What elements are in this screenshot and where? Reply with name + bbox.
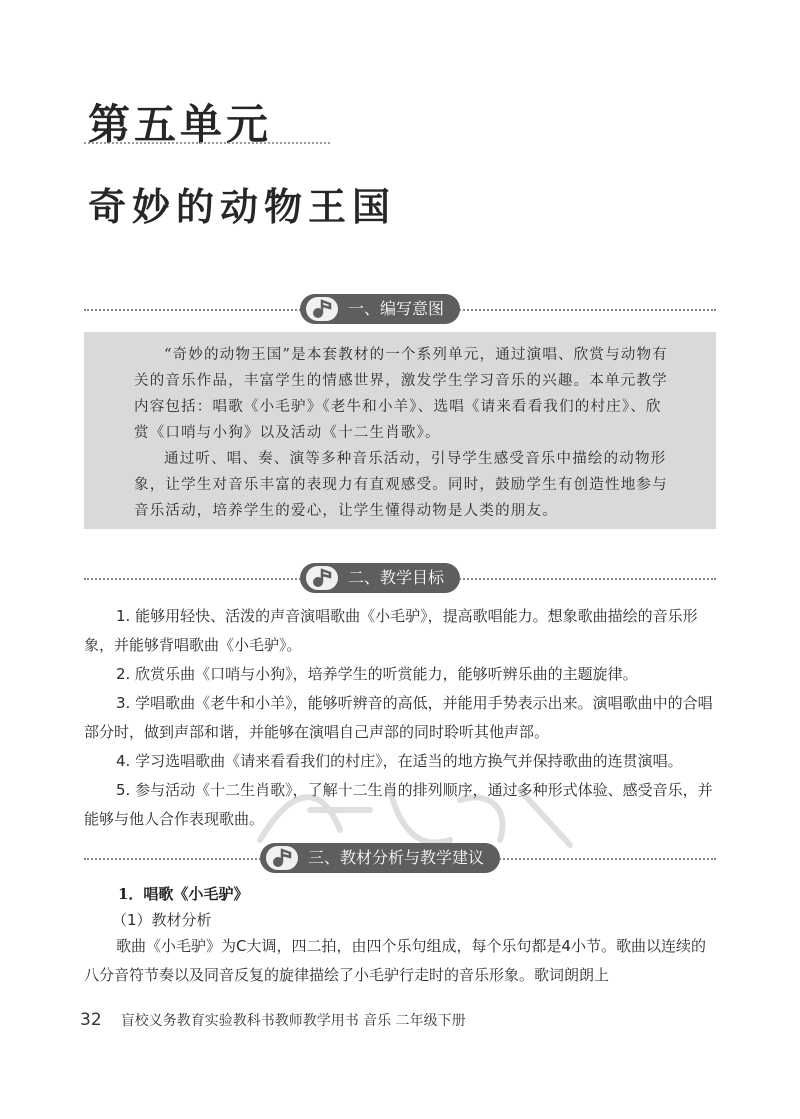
section-label: 一、编写意图 xyxy=(348,299,445,318)
section-header-analysis xyxy=(84,843,716,873)
subsection-heading: 1．唱歌《小毛驴》 xyxy=(118,885,249,903)
music-note-icon xyxy=(306,566,338,590)
page-footer xyxy=(80,1010,466,1030)
unit-title-heading: 奇妙的动物王国 xyxy=(88,185,397,229)
intent-paragraph: “奇妙的动物王国”是本套教材的一个系列单元，通过演唱、欣赏与动物有关的音乐作品，丰富学生的情感世界，激发学生学习音乐的兴趣。本单元教学内容包括：唱歌《小毛驴》《老牛和小羊》、选唱《请来看看我们的村庄》、欣赏《口哨与小狗》以及活动《十二生肖歌》。 xyxy=(134,347,668,441)
goal-item: 4. 学习选唱歌曲《请来看看我们的村庄》，在适当的地方换气并保持歌曲的连贯演唱。 xyxy=(116,752,683,770)
section-label-pill xyxy=(300,563,460,593)
goal-item: 1. 能够用轻快、活泼的声音演唱歌曲《小毛驴》，提高歌唱能力。想象歌曲描绘的音乐形象，并能够背唱歌曲《小毛驴》。 xyxy=(84,607,698,654)
section-header-intent xyxy=(84,294,716,324)
goal-item: 2. 欣赏乐曲《口哨与小狗》，培养学生的听赏能力，能够听辨乐曲的主题旋律。 xyxy=(116,665,638,683)
music-note-icon xyxy=(306,297,338,321)
analysis-paragraph: 歌曲《小毛驴》为C大调，四二拍，由四个乐句组成，每个乐句都是4小节。歌曲以连续的八分音符节奏以及同音反复的旋律描绘了小毛驴行走时的音乐形象。歌词朗朗上 xyxy=(84,937,707,984)
goal-item: 3. 学唱歌曲《老牛和小羊》，能够听辨音的高低，并能用手势表示出来。演唱歌曲中的合唱部分时，做到声部和谐，并能够在演唱自己声部的同时聆听其他声部。 xyxy=(84,694,713,741)
intent-paragraph: 通过听、唱、奏、演等多种音乐活动，引导学生感受音乐中描绘的动物形象，让学生对音乐丰富的表现力有直观感受。同时，鼓励学生有创造性地参与音乐活动，培养学生的爱心，让学生懂得动物是人类的朋友。 xyxy=(134,451,668,519)
section-label-pill xyxy=(260,843,500,873)
page-number: 32 xyxy=(80,1010,102,1030)
music-note-icon xyxy=(266,846,298,870)
unit-number-heading: 第五单元 xyxy=(88,100,273,149)
section-label: 二、教学目标 xyxy=(348,568,445,587)
unit-heading-divider xyxy=(84,142,330,144)
intent-box xyxy=(84,332,716,529)
goal-item: 5. 参与活动《十二生肖歌》，了解十二生肖的排列顺序，通过多种形式体验、感受音乐，并能够与他人合作表现歌曲。 xyxy=(84,781,713,828)
sub-subsection-heading: （1）教材分析 xyxy=(112,911,212,929)
section-label: 三、教材分析与教学建议 xyxy=(308,848,485,867)
section-label-pill xyxy=(300,294,460,324)
section-header-goals xyxy=(84,563,716,593)
book-title: 盲校义务教育实验教科书教师教学用书 音乐 二年级下册 xyxy=(120,1013,466,1029)
